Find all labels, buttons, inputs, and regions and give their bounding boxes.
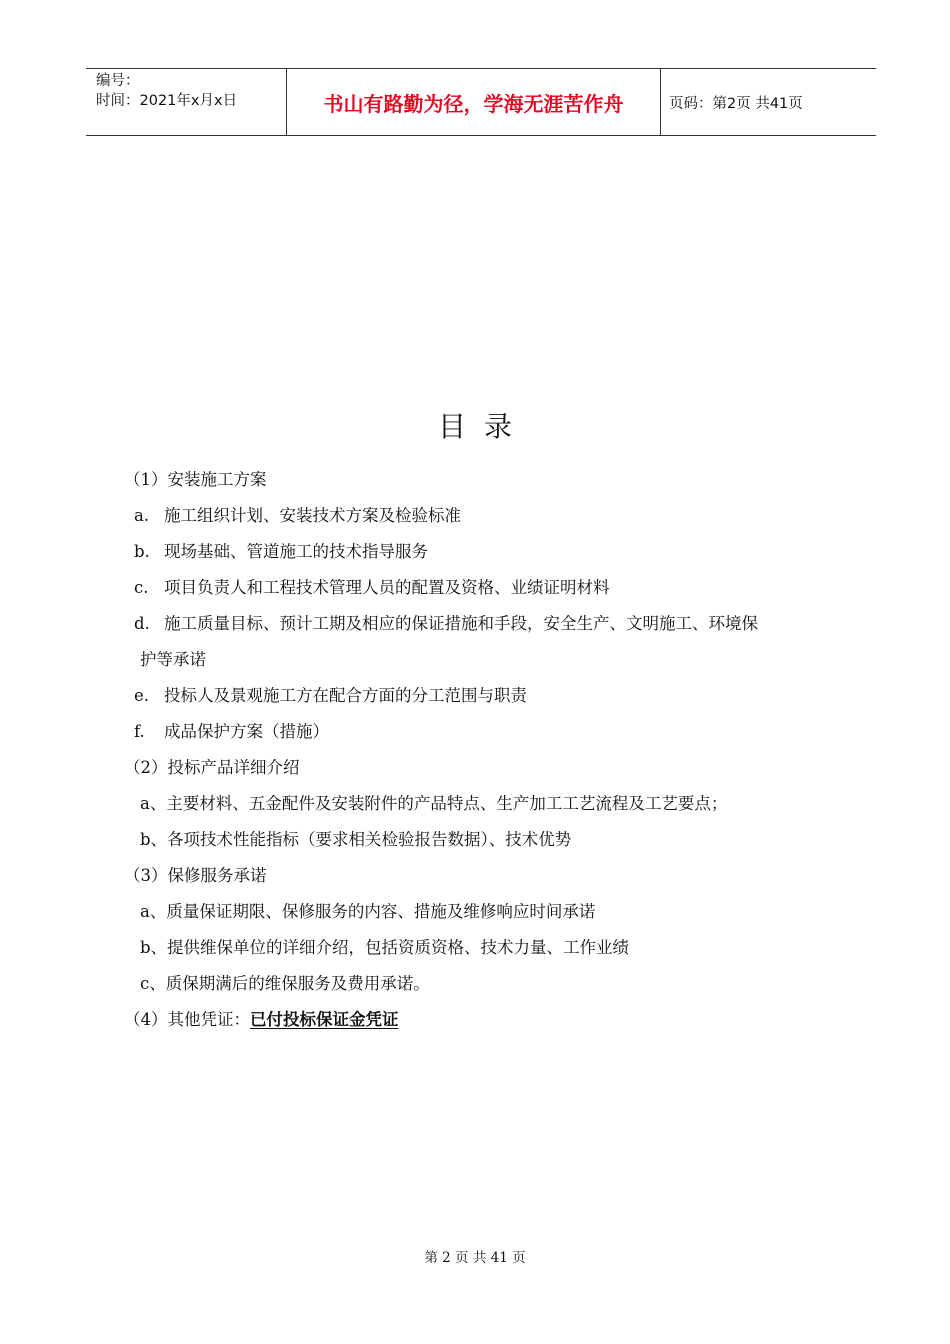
toc-item-text: 投标人及景观施工方在配合方面的分工范围与职责	[164, 686, 527, 705]
toc-item	[124, 570, 874, 606]
toc-item	[124, 894, 874, 930]
toc-item-continuation	[124, 642, 874, 678]
toc-item-text: 施工质量目标、预计工期及相应的保证措施和手段，安全生产、文明施工、环境保	[164, 614, 758, 633]
page-footer: 第 2 页 共 41 页	[424, 1250, 526, 1266]
toc-item-marker: b.	[134, 542, 150, 561]
toc-item-marker: e.	[134, 686, 150, 705]
toc-item-marker: f.	[134, 722, 145, 741]
header-meta	[86, 69, 287, 135]
toc-item	[124, 606, 874, 642]
toc-item-text: b、各项技术性能指标（要求相关检验报告数据）、技术优势	[140, 830, 572, 849]
toc-item-text: 护等承诺	[140, 650, 206, 669]
toc-item	[124, 930, 874, 966]
toc-item-text: a、主要材料、五金配件及安装附件的产品特点、生产加工工艺流程及工艺要点；	[140, 794, 728, 813]
toc-item	[124, 678, 874, 714]
toc-item	[124, 498, 874, 534]
time-label: 时间：2021年x月x日	[96, 93, 238, 109]
toc-section-2: （2）投标产品详细介绍	[124, 758, 300, 777]
toc-item-text: 成品保护方案（措施）	[164, 722, 329, 741]
toc-item-text: b、提供维保单位的详细介绍，包括资质资格、技术力量、工作业绩	[140, 938, 630, 957]
toc-item	[124, 822, 874, 858]
toc-item-marker: d.	[134, 614, 150, 633]
serial-label: 编号：	[96, 73, 140, 89]
header-motto: 书山有路勤为径，学海无涯苦作舟	[287, 69, 661, 135]
toc-item-text: 施工组织计划、安装技术方案及检验标准	[164, 506, 461, 525]
toc-section-4	[124, 1002, 874, 1038]
toc-item-text: 项目负责人和工程技术管理人员的配置及资格、业绩证明材料	[164, 578, 610, 597]
toc-item-text: a、质量保证期限、保修服务的内容、措施及维修响应时间承诺	[140, 902, 596, 921]
toc-item-text: 现场基础、管道施工的技术指导服务	[164, 542, 428, 561]
toc-item-marker: a.	[134, 506, 150, 525]
toc-item	[124, 966, 874, 1002]
toc-section-1: （1）安装施工方案	[124, 470, 267, 489]
toc-item	[124, 786, 874, 822]
toc-section-4-prefix: （4）其他凭证：	[124, 1010, 250, 1029]
toc-section-4-highlight: 已付投标保证金凭证	[250, 1010, 399, 1029]
toc-section-3: （3）保修服务承诺	[124, 866, 267, 885]
toc-item-marker: c.	[134, 578, 149, 597]
toc-item-text: c、质保期满后的维保服务及费用承诺。	[140, 974, 430, 993]
table-of-contents	[124, 462, 874, 1038]
page-header	[86, 68, 876, 136]
toc-item	[124, 714, 874, 750]
header-page-label: 页码：第2页 共41页	[669, 95, 803, 112]
toc-item	[124, 534, 874, 570]
page-title: 目录	[437, 410, 530, 443]
